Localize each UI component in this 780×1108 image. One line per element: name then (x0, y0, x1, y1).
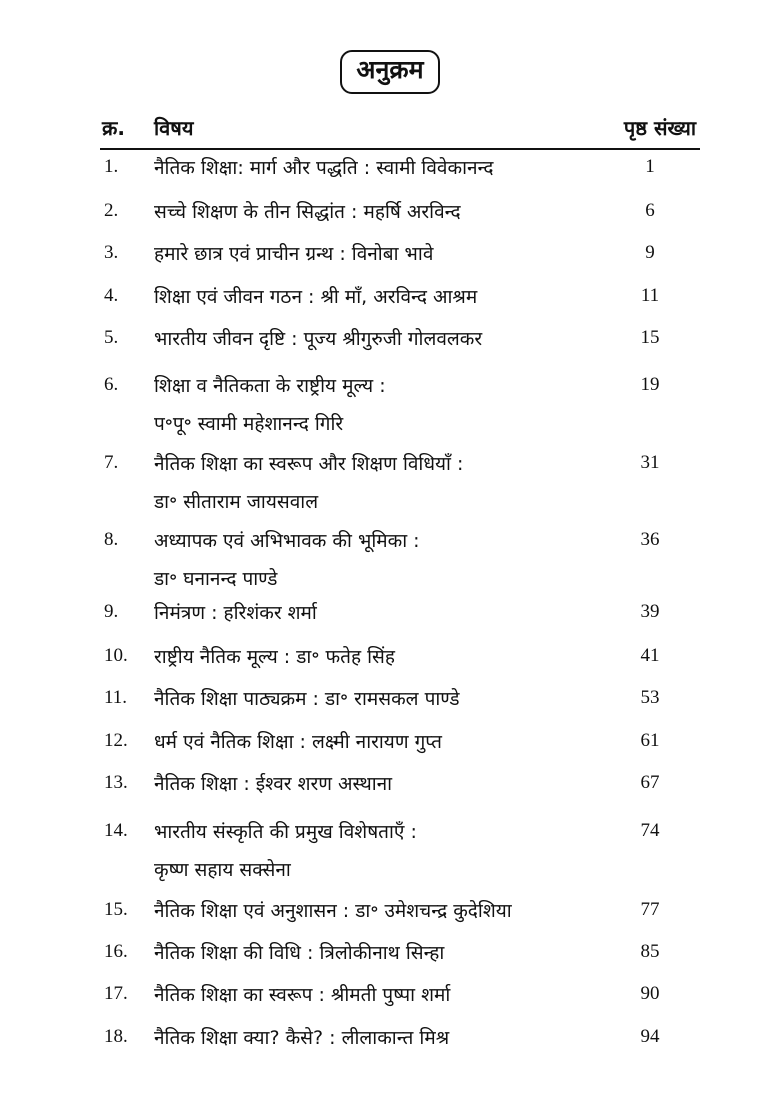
item-page-number: 36 (640, 529, 660, 550)
item-subject (154, 816, 594, 886)
item-subject (154, 196, 594, 228)
item-subject (154, 1022, 594, 1054)
item-subject (154, 152, 594, 184)
item-subject-line: हमारे छात्र एवं प्राचीन ग्रन्थ : विनोबा भावे (154, 243, 434, 265)
item-subject-line: नैतिक शिक्षा : ईश्वर शरण अस्थाना (154, 773, 393, 795)
item-subject-line: नैतिक शिक्षा: मार्ग और पद्धति : स्वामी विवेकानन्द (154, 157, 494, 179)
item-subject-line: शिक्षा एवं जीवन गठन : श्री माँ, अरविन्द आश्रम (154, 286, 478, 308)
item-page-number: 67 (640, 772, 660, 793)
item-subject-line: अध्यापक एवं अभिभावक की भूमिका : (154, 530, 420, 552)
item-subject-line: भारतीय जीवन दृष्टि : पूज्य श्रीगुरुजी गोलवलकर (154, 328, 483, 350)
item-page-number: 31 (640, 452, 660, 473)
item-number: 17. (104, 983, 128, 1004)
item-number: 5. (104, 327, 119, 348)
item-subject-line: नैतिक शिक्षा पाठ्यक्रम : डा॰ रामसकल पाण्डे (154, 688, 460, 710)
item-subject (154, 597, 594, 629)
item-subject-line: प॰पू॰ स्वामी महेशानन्द गिरि (154, 413, 344, 435)
item-subject (154, 937, 594, 969)
item-number: 6. (104, 374, 119, 395)
item-subject-line: नैतिक शिक्षा का स्वरूप : श्रीमती पुष्पा शर्मा (154, 984, 451, 1006)
item-subject-line: कृष्ण सहाय सक्सेना (154, 859, 291, 881)
item-subject (154, 238, 594, 270)
item-subject-line: डा॰ घनानन्द पाण्डे (154, 568, 278, 590)
item-number: 1. (104, 156, 119, 177)
item-page-number: 39 (640, 601, 660, 622)
item-subject (154, 979, 594, 1011)
item-number: 16. (104, 941, 128, 962)
item-number: 13. (104, 772, 128, 793)
item-page-number: 1 (645, 156, 655, 177)
item-page-number: 94 (640, 1026, 660, 1047)
item-number: 2. (104, 200, 119, 221)
item-page-number: 9 (645, 242, 655, 263)
item-page-number: 85 (640, 941, 660, 962)
page-title: अनुक्रम (340, 50, 439, 94)
item-subject (154, 525, 594, 595)
header-page: पृष्ठ संख्या (623, 116, 696, 140)
item-subject-line: भारतीय संस्कृति की प्रमुख विशेषताएँ : (154, 821, 417, 843)
item-page-number: 11 (640, 285, 660, 306)
item-page-number: 74 (640, 820, 660, 841)
item-subject-line: नैतिक शिक्षा की विधि : त्रिलोकीनाथ सिन्हा (154, 942, 445, 964)
item-subject-line: डा॰ सीताराम जायसवाल (154, 491, 319, 513)
item-page-number: 53 (640, 687, 660, 708)
item-number: 3. (104, 242, 119, 263)
item-number: 12. (104, 730, 128, 751)
item-number: 15. (104, 899, 128, 920)
item-number: 4. (104, 285, 119, 306)
table-header (100, 108, 700, 150)
item-subject (154, 370, 594, 440)
item-subject (154, 641, 594, 673)
item-number: 18. (104, 1026, 128, 1047)
item-subject (154, 323, 594, 355)
item-subject (154, 726, 594, 758)
item-page-number: 15 (640, 327, 660, 348)
item-page-number: 6 (645, 200, 655, 221)
item-subject-line: नैतिक शिक्षा क्या? कैसे? : लीलाकान्त मिश्र (154, 1027, 450, 1049)
item-page-number: 90 (640, 983, 660, 1004)
header-number: क्र. (102, 116, 125, 140)
item-subject (154, 281, 594, 313)
item-number: 14. (104, 820, 128, 841)
item-subject (154, 895, 594, 927)
item-page-number: 19 (640, 374, 660, 395)
item-subject-line: धर्म एवं नैतिक शिक्षा : लक्ष्मी नारायण गुप्त (154, 731, 442, 753)
item-number: 9. (104, 601, 119, 622)
title-container (0, 50, 780, 94)
item-subject-line: शिक्षा व नैतिकता के राष्ट्रीय मूल्य : (154, 375, 386, 397)
item-subject-line: नैतिक शिक्षा का स्वरूप और शिक्षण विधियाँ : (154, 453, 464, 475)
item-subject-line: सच्चे शिक्षण के तीन सिद्धांत : महर्षि अरविन्द (154, 201, 461, 223)
item-subject-line: निमंत्रण : हरिशंकर शर्मा (154, 602, 317, 624)
item-subject-line: नैतिक शिक्षा एवं अनुशासन : डा॰ उमेशचन्द्र कुदेशिया (154, 900, 512, 922)
item-number: 10. (104, 645, 128, 666)
item-page-number: 61 (640, 730, 660, 751)
item-subject (154, 768, 594, 800)
header-subject: विषय (154, 116, 194, 140)
item-number: 7. (104, 452, 119, 473)
item-number: 8. (104, 529, 119, 550)
item-number: 11. (104, 687, 128, 708)
item-page-number: 41 (640, 645, 660, 666)
item-subject (154, 683, 594, 715)
item-subject (154, 448, 594, 518)
item-page-number: 77 (640, 899, 660, 920)
item-subject-line: राष्ट्रीय नैतिक मूल्य : डा॰ फतेह सिंह (154, 646, 395, 668)
